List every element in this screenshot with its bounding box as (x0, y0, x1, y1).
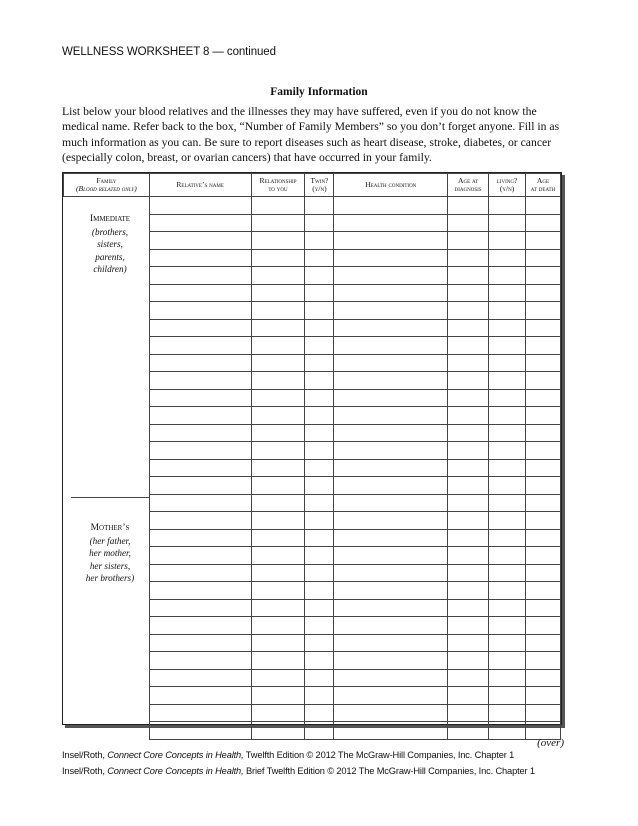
cell-family (64, 722, 150, 740)
group-name: Mother’s (90, 523, 130, 533)
table-row (64, 669, 561, 687)
table-row (64, 197, 561, 215)
cell-twin[interactable] (305, 599, 334, 617)
cell-living[interactable] (489, 424, 526, 442)
cell-relationship[interactable] (251, 319, 305, 337)
cell-living[interactable] (489, 319, 526, 337)
cell-age-at-diagnosis[interactable] (448, 302, 489, 320)
cell-health-condition[interactable] (334, 529, 448, 547)
cell-relationship[interactable] (251, 564, 305, 582)
cell-family (64, 284, 150, 302)
cell-relationship[interactable] (251, 284, 305, 302)
cell-age-at-death[interactable] (526, 284, 561, 302)
table-row (64, 354, 561, 372)
cell-relationship[interactable] (251, 337, 305, 355)
cell-family (64, 687, 150, 705)
cell-twin[interactable] (305, 529, 334, 547)
cell-relative-name[interactable] (149, 529, 251, 547)
cell-health-condition[interactable] (334, 634, 448, 652)
cell-family (64, 669, 150, 687)
cell-health-condition[interactable] (334, 197, 448, 215)
cell-twin[interactable] (305, 267, 334, 285)
cell-age-at-death[interactable] (526, 442, 561, 460)
cell-age-at-diagnosis[interactable] (448, 634, 489, 652)
cell-health-condition[interactable] (334, 722, 448, 740)
over-label: (over) (537, 737, 564, 749)
cell-living[interactable] (489, 634, 526, 652)
cell-age-at-death[interactable] (526, 459, 561, 477)
cell-living[interactable] (489, 687, 526, 705)
cell-living[interactable] (489, 389, 526, 407)
cell-twin[interactable] (305, 389, 334, 407)
cell-age-at-death[interactable] (526, 372, 561, 390)
header-health-condition: Health condition (334, 174, 448, 197)
cell-relative-name[interactable] (149, 319, 251, 337)
cell-age-at-death[interactable] (526, 214, 561, 232)
cell-health-condition[interactable] (334, 337, 448, 355)
cell-relationship[interactable] (251, 389, 305, 407)
cell-relative-name[interactable] (149, 372, 251, 390)
cell-twin[interactable] (305, 634, 334, 652)
cell-twin[interactable] (305, 337, 334, 355)
cell-age-at-diagnosis[interactable] (448, 582, 489, 600)
cell-relationship[interactable] (251, 442, 305, 460)
cell-relative-name[interactable] (149, 669, 251, 687)
family-group-immediate: Immediate (brothers, sisters, parents, children) (71, 213, 149, 276)
cell-health-condition[interactable] (334, 442, 448, 460)
cell-twin[interactable] (305, 459, 334, 477)
cell-relationship[interactable] (251, 214, 305, 232)
cell-relationship[interactable] (251, 249, 305, 267)
cell-living[interactable] (489, 267, 526, 285)
cell-living[interactable] (489, 214, 526, 232)
cell-living[interactable] (489, 232, 526, 250)
cell-relationship[interactable] (251, 652, 305, 670)
cell-health-condition[interactable] (334, 354, 448, 372)
cell-family (64, 459, 150, 477)
cell-living[interactable] (489, 599, 526, 617)
cell-family (64, 617, 150, 635)
cell-age-at-death[interactable] (526, 704, 561, 722)
cell-age-at-diagnosis[interactable] (448, 424, 489, 442)
header-family: Family (Blood related only) (64, 174, 150, 197)
cell-living[interactable] (489, 197, 526, 215)
cell-age-at-death[interactable] (526, 319, 561, 337)
cell-living[interactable] (489, 617, 526, 635)
cell-twin[interactable] (305, 669, 334, 687)
cell-relative-name[interactable] (149, 564, 251, 582)
cell-relative-name[interactable] (149, 389, 251, 407)
cell-family (64, 197, 150, 215)
cell-age-at-diagnosis[interactable] (448, 319, 489, 337)
cell-living[interactable] (489, 459, 526, 477)
table-row (64, 652, 561, 670)
cell-relationship[interactable] (251, 547, 305, 565)
cell-health-condition[interactable] (334, 547, 448, 565)
cell-age-at-diagnosis[interactable] (448, 354, 489, 372)
cell-health-condition[interactable] (334, 267, 448, 285)
cell-twin[interactable] (305, 687, 334, 705)
cell-age-at-death[interactable] (526, 389, 561, 407)
cell-relative-name[interactable] (149, 354, 251, 372)
cell-age-at-death[interactable] (526, 424, 561, 442)
cell-relative-name[interactable] (149, 617, 251, 635)
cell-relationship[interactable] (251, 634, 305, 652)
cell-health-condition[interactable] (334, 319, 448, 337)
table-row (64, 599, 561, 617)
cell-relative-name[interactable] (149, 337, 251, 355)
cell-age-at-death[interactable] (526, 494, 561, 512)
header-age-at-diagnosis: Age at diagnosis (448, 174, 489, 197)
cell-relative-name[interactable] (149, 477, 251, 495)
family-group-mothers: Mother’s (her father, her mother, her sisters, her brothers) (71, 522, 149, 585)
cell-health-condition[interactable] (334, 302, 448, 320)
cell-health-condition[interactable] (334, 389, 448, 407)
group-name: Immediate (89, 214, 131, 224)
cell-health-condition[interactable] (334, 284, 448, 302)
cell-relative-name[interactable] (149, 599, 251, 617)
cell-relationship[interactable] (251, 494, 305, 512)
cell-age-at-diagnosis[interactable] (448, 704, 489, 722)
cell-relative-name[interactable] (149, 424, 251, 442)
cell-twin[interactable] (305, 319, 334, 337)
cell-health-condition[interactable] (334, 407, 448, 425)
cell-age-at-death[interactable] (526, 634, 561, 652)
cell-family (64, 477, 150, 495)
cell-relationship[interactable] (251, 599, 305, 617)
cell-age-at-diagnosis[interactable] (448, 407, 489, 425)
cell-twin[interactable] (305, 214, 334, 232)
cell-age-at-death[interactable] (526, 652, 561, 670)
cell-twin[interactable] (305, 372, 334, 390)
cell-relationship[interactable] (251, 424, 305, 442)
cell-living[interactable] (489, 564, 526, 582)
cell-age-at-diagnosis[interactable] (448, 372, 489, 390)
cell-living[interactable] (489, 337, 526, 355)
cell-age-at-diagnosis[interactable] (448, 214, 489, 232)
cell-relationship[interactable] (251, 617, 305, 635)
cell-age-at-diagnosis[interactable] (448, 442, 489, 460)
cell-relationship[interactable] (251, 232, 305, 250)
cell-age-at-diagnosis[interactable] (448, 249, 489, 267)
cell-living[interactable] (489, 372, 526, 390)
table-row (64, 477, 561, 495)
cell-age-at-diagnosis[interactable] (448, 494, 489, 512)
cell-health-condition[interactable] (334, 599, 448, 617)
cell-family (64, 337, 150, 355)
cell-health-condition[interactable] (334, 669, 448, 687)
cell-age-at-death[interactable] (526, 529, 561, 547)
table-row (64, 284, 561, 302)
cell-age-at-diagnosis[interactable] (448, 284, 489, 302)
cell-relative-name[interactable] (149, 267, 251, 285)
cell-health-condition[interactable] (334, 687, 448, 705)
cell-family (64, 424, 150, 442)
cell-living[interactable] (489, 582, 526, 600)
cell-age-at-death[interactable] (526, 337, 561, 355)
cell-living[interactable] (489, 512, 526, 530)
cell-relationship[interactable] (251, 459, 305, 477)
cell-relationship[interactable] (251, 302, 305, 320)
cell-living[interactable] (489, 284, 526, 302)
table-row (64, 687, 561, 705)
cell-relationship[interactable] (251, 267, 305, 285)
cell-age-at-diagnosis[interactable] (448, 459, 489, 477)
cell-relative-name[interactable] (149, 232, 251, 250)
cell-health-condition[interactable] (334, 459, 448, 477)
cell-relationship[interactable] (251, 477, 305, 495)
cell-health-condition[interactable] (334, 494, 448, 512)
cell-living[interactable] (489, 477, 526, 495)
cell-living[interactable] (489, 652, 526, 670)
cell-twin[interactable] (305, 442, 334, 460)
table-header-row (64, 174, 561, 197)
cell-living[interactable] (489, 529, 526, 547)
cell-family (64, 389, 150, 407)
cell-twin[interactable] (305, 494, 334, 512)
cell-relationship[interactable] (251, 512, 305, 530)
cell-relative-name[interactable] (149, 582, 251, 600)
cell-age-at-diagnosis[interactable] (448, 547, 489, 565)
cell-twin[interactable] (305, 354, 334, 372)
table-row (64, 704, 561, 722)
cell-relationship[interactable] (251, 669, 305, 687)
table-row (64, 372, 561, 390)
cell-age-at-diagnosis[interactable] (448, 337, 489, 355)
cell-living[interactable] (489, 249, 526, 267)
cell-living[interactable] (489, 722, 526, 740)
cell-family (64, 407, 150, 425)
cell-family (64, 634, 150, 652)
cell-health-condition[interactable] (334, 704, 448, 722)
cell-twin[interactable] (305, 424, 334, 442)
cell-living[interactable] (489, 407, 526, 425)
cell-age-at-death[interactable] (526, 512, 561, 530)
cell-age-at-diagnosis[interactable] (448, 669, 489, 687)
cell-twin[interactable] (305, 652, 334, 670)
cell-relative-name[interactable] (149, 442, 251, 460)
cell-living[interactable] (489, 669, 526, 687)
cell-age-at-diagnosis[interactable] (448, 512, 489, 530)
cell-family (64, 442, 150, 460)
table-row (64, 337, 561, 355)
table-row (64, 407, 561, 425)
cell-age-at-death[interactable] (526, 582, 561, 600)
cell-relationship[interactable] (251, 197, 305, 215)
cell-age-at-diagnosis[interactable] (448, 389, 489, 407)
cell-age-at-death[interactable] (526, 617, 561, 635)
cell-twin[interactable] (305, 407, 334, 425)
cell-health-condition[interactable] (334, 214, 448, 232)
cell-relationship[interactable] (251, 372, 305, 390)
cell-twin[interactable] (305, 477, 334, 495)
cell-relationship[interactable] (251, 704, 305, 722)
table-row (64, 389, 561, 407)
cell-twin[interactable] (305, 232, 334, 250)
section-title: Family Information (270, 86, 368, 98)
cell-health-condition[interactable] (334, 424, 448, 442)
cell-family (64, 599, 150, 617)
table-row (64, 319, 561, 337)
header-age-at-death: Age at death (526, 174, 561, 197)
header-living: living? (y/n) (489, 174, 526, 197)
cell-health-condition[interactable] (334, 617, 448, 635)
header-twin: Twin? (y/n) (305, 174, 334, 197)
cell-relative-name[interactable] (149, 407, 251, 425)
cell-health-condition[interactable] (334, 372, 448, 390)
cell-twin[interactable] (305, 547, 334, 565)
cell-family (64, 302, 150, 320)
cell-age-at-death[interactable] (526, 354, 561, 372)
table-row (64, 634, 561, 652)
cell-family (64, 372, 150, 390)
cell-living[interactable] (489, 354, 526, 372)
cell-family (64, 704, 150, 722)
cell-health-condition[interactable] (334, 249, 448, 267)
cell-age-at-diagnosis[interactable] (448, 529, 489, 547)
cell-twin[interactable] (305, 564, 334, 582)
cell-relationship[interactable] (251, 582, 305, 600)
cell-age-at-death[interactable] (526, 477, 561, 495)
cell-age-at-diagnosis[interactable] (448, 477, 489, 495)
cell-relationship[interactable] (251, 687, 305, 705)
header-relative-name: Relative’s name (149, 174, 251, 197)
cell-age-at-death[interactable] (526, 564, 561, 582)
cell-age-at-death[interactable] (526, 669, 561, 687)
cell-relative-name[interactable] (149, 512, 251, 530)
cell-relative-name[interactable] (149, 249, 251, 267)
cell-relative-name[interactable] (149, 634, 251, 652)
cell-age-at-death[interactable] (526, 232, 561, 250)
cell-twin[interactable] (305, 197, 334, 215)
cell-twin[interactable] (305, 302, 334, 320)
cell-relative-name[interactable] (149, 302, 251, 320)
cell-twin[interactable] (305, 704, 334, 722)
cell-relative-name[interactable] (149, 214, 251, 232)
cell-twin[interactable] (305, 722, 334, 740)
cell-age-at-diagnosis[interactable] (448, 197, 489, 215)
cell-age-at-death[interactable] (526, 547, 561, 565)
cell-twin[interactable] (305, 512, 334, 530)
cell-relative-name[interactable] (149, 197, 251, 215)
cell-age-at-diagnosis[interactable] (448, 232, 489, 250)
cell-age-at-diagnosis[interactable] (448, 599, 489, 617)
table-row (64, 424, 561, 442)
footer-citation (62, 747, 535, 779)
cell-age-at-death[interactable] (526, 302, 561, 320)
cell-relative-name[interactable] (149, 687, 251, 705)
cell-relative-name[interactable] (149, 459, 251, 477)
cell-living[interactable] (489, 547, 526, 565)
cell-age-at-death[interactable] (526, 407, 561, 425)
cell-twin[interactable] (305, 582, 334, 600)
cell-health-condition[interactable] (334, 652, 448, 670)
cell-health-condition[interactable] (334, 512, 448, 530)
cell-living[interactable] (489, 704, 526, 722)
cell-relationship[interactable] (251, 407, 305, 425)
cell-age-at-death[interactable] (526, 687, 561, 705)
cell-relationship[interactable] (251, 722, 305, 740)
table-row (64, 442, 561, 460)
cell-age-at-death[interactable] (526, 249, 561, 267)
cell-relative-name[interactable] (149, 284, 251, 302)
cell-health-condition[interactable] (334, 564, 448, 582)
cell-age-at-diagnosis[interactable] (448, 652, 489, 670)
cell-relative-name[interactable] (149, 547, 251, 565)
cell-health-condition[interactable] (334, 582, 448, 600)
cell-health-condition[interactable] (334, 232, 448, 250)
cell-living[interactable] (489, 442, 526, 460)
cell-age-at-diagnosis[interactable] (448, 267, 489, 285)
cell-relative-name[interactable] (149, 704, 251, 722)
cell-twin[interactable] (305, 249, 334, 267)
worksheet-header: WELLNESS WORKSHEET 8 — continued (62, 46, 276, 58)
cell-relationship[interactable] (251, 529, 305, 547)
cell-age-at-diagnosis[interactable] (448, 687, 489, 705)
cell-age-at-death[interactable] (526, 267, 561, 285)
cell-relationship[interactable] (251, 354, 305, 372)
footer-line-2: Insel/Roth, Connect Core Concepts in Health, Brief Twelfth Edition © 2012 The McGraw-Hill Companies, Inc. Chapter 1 (62, 766, 535, 776)
table-row (64, 459, 561, 477)
cell-age-at-diagnosis[interactable] (448, 564, 489, 582)
cell-relative-name[interactable] (149, 722, 251, 740)
table-row (64, 302, 561, 320)
table-body (64, 197, 561, 740)
cell-twin[interactable] (305, 617, 334, 635)
cell-living[interactable] (489, 302, 526, 320)
cell-family (64, 319, 150, 337)
cell-age-at-death[interactable] (526, 197, 561, 215)
family-history-form (62, 172, 562, 725)
table-row (64, 722, 561, 740)
cell-relative-name[interactable] (149, 494, 251, 512)
instructions-text: List below your blood relatives and the illnesses they may have suffered, even if you do not know the medical name. Refer back to the box, “Number of Family Members” so you don’t forget anyone. Fill in as much information as you can. Be sure to report diseases such as heart disease, stroke, diabetes, or cancer (especially colon, breast, or ovarian cancers) that have occurred in your family. (62, 105, 560, 164)
cell-age-at-diagnosis[interactable] (448, 617, 489, 635)
group-divider (71, 497, 149, 498)
footer-line-1: Insel/Roth, Connect Core Concepts in Health, Twelfth Edition © 2012 The McGraw-Hill Companies, Inc. Chapter 1 (62, 750, 515, 760)
cell-family (64, 652, 150, 670)
cell-family (64, 354, 150, 372)
cell-relative-name[interactable] (149, 652, 251, 670)
cell-health-condition[interactable] (334, 477, 448, 495)
cell-twin[interactable] (305, 284, 334, 302)
cell-age-at-death[interactable] (526, 599, 561, 617)
cell-living[interactable] (489, 494, 526, 512)
header-relationship: Relationship to you (251, 174, 305, 197)
table-row (64, 617, 561, 635)
cell-age-at-diagnosis[interactable] (448, 722, 489, 740)
